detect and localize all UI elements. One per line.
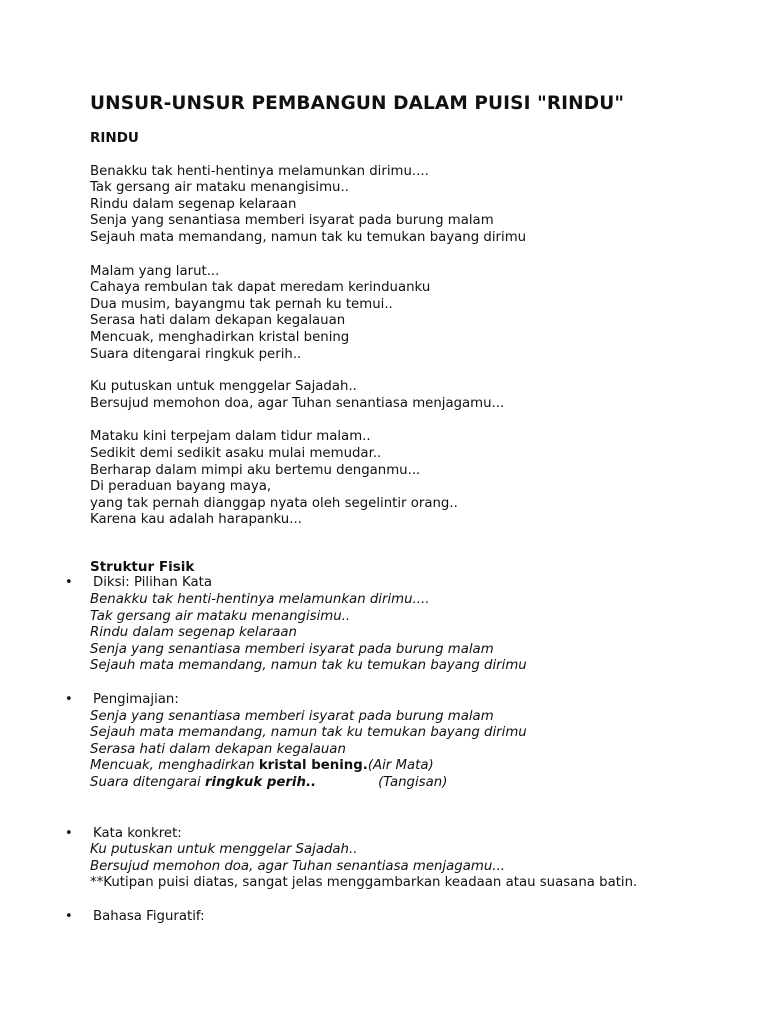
quote-line: Senja yang senantiasa memberi isyarat pada burung malam: [90, 708, 494, 724]
poem-line: Ku putuskan untuk menggelar Sajadah..: [90, 379, 357, 395]
quote-line: Benakku tak henti-hentinya melamunkan dirimu....: [90, 592, 430, 608]
poem-line: Mataku kini terpejam dalam tidur malam..: [90, 429, 371, 445]
bullet-label: Diksi: Pilihan Kata: [93, 575, 212, 591]
poem-line: Rindu dalam segenap kelaraan: [90, 196, 297, 212]
bullet-diksi: [65, 575, 750, 675]
poem-line: Serasa hati dalam dekapan kegalauan: [90, 313, 346, 329]
bullet-label: Bahasa Figuratif:: [93, 908, 205, 924]
poem-line: Cahaya rembulan tak dapat meredam kerinduanku: [90, 280, 431, 296]
quote-line: [90, 758, 750, 775]
quote-line: Senja yang senantiasa memberi isyarat pada burung malam: [90, 641, 494, 657]
poem-line: Tak gersang air mataku menangisimu..: [90, 180, 349, 196]
poem-line: Bersujud memohon doa, agar Tuhan senantiasa menjagamu...: [90, 395, 505, 411]
bullet-icon: •: [65, 908, 73, 924]
document-title: UNSUR-UNSUR PEMBANGUN DALAM PUISI "RINDU": [90, 93, 625, 114]
bullet-icon: •: [65, 692, 73, 708]
bullet-icon: •: [65, 575, 73, 591]
quote-line: Rindu dalam segenap kelaraan: [90, 625, 297, 641]
poem-line: Sejauh mata memandang, namun tak ku temukan bayang dirimu: [90, 229, 527, 245]
document-page: [65, 92, 750, 943]
emphasized-phrase: kristal bening.: [258, 758, 368, 774]
bullet-label: Kata konkret:: [93, 825, 182, 841]
quote-line: [90, 775, 750, 792]
quote-line: Serasa hati dalam dekapan kegalauan: [90, 741, 346, 757]
quote-text: Suara ditengarai: [90, 775, 205, 790]
bullet-label: Pengimajian:: [93, 692, 179, 708]
quote-line: Tak gersang air mataku menangisimu..: [90, 608, 351, 624]
quote-line: Sejauh mata memandang, namun tak ku temukan bayang dirimu: [90, 725, 527, 741]
bullet-kata-konkret: [65, 825, 750, 892]
poem-line: Sedikit demi sedikit asaku mulai memudar..: [90, 445, 382, 461]
quote-text: Mencuak, menghadirkan: [90, 758, 259, 774]
poem-stanza-3: [90, 379, 750, 412]
emphasized-phrase: ringkuk perih..: [204, 775, 317, 790]
poem-line: Benakku tak henti-hentinya melamunkan dirimu....: [90, 163, 429, 179]
poem-line: Suara ditengarai ringkuk perih..: [90, 346, 302, 362]
quote-line: Ku putuskan untuk menggelar Sajadah..: [90, 842, 358, 858]
bullet-bahasa-figuratif: [65, 908, 750, 926]
poem-line: yang tak pernah dianggap nyata oleh segelintir orang..: [90, 495, 458, 511]
poem-stanza-1: [90, 164, 750, 247]
bullet-icon: •: [65, 825, 73, 841]
poem-stanza-2: [90, 264, 750, 364]
poem-title: RINDU: [90, 130, 139, 146]
quote-line: Bersujud memohon doa, agar Tuhan senantiasa menjagamu...: [90, 858, 505, 874]
poem-line: Dua musim, bayangmu tak pernah ku temui..: [90, 296, 393, 312]
annotation-note: (Air Mata): [367, 758, 434, 774]
poem-line: Di peraduan bayang maya,: [90, 479, 272, 495]
quote-line: Sejauh mata memandang, namun tak ku temukan bayang dirimu: [90, 658, 527, 674]
poem-stanza-4: [90, 429, 750, 529]
annotation-note: (Tangisan): [378, 775, 448, 790]
poem-line: Berharap dalam mimpi aku bertemu denganmu...: [90, 462, 421, 478]
poem-line: Karena kau adalah harapanku...: [90, 512, 302, 528]
poem-line: Senja yang senantiasa memberi isyarat pada burung malam: [90, 213, 494, 229]
explanation-note: **Kutipan puisi diatas, sangat jelas menggambarkan keadaan atau suasana batin.: [90, 875, 638, 891]
section-title-struktur-fisik: Struktur Fisik: [90, 558, 195, 575]
poem-line: Mencuak, menghadirkan kristal bening: [90, 329, 350, 345]
poem-line: Malam yang larut...: [90, 263, 220, 279]
bullet-pengimajian: [65, 692, 750, 792]
